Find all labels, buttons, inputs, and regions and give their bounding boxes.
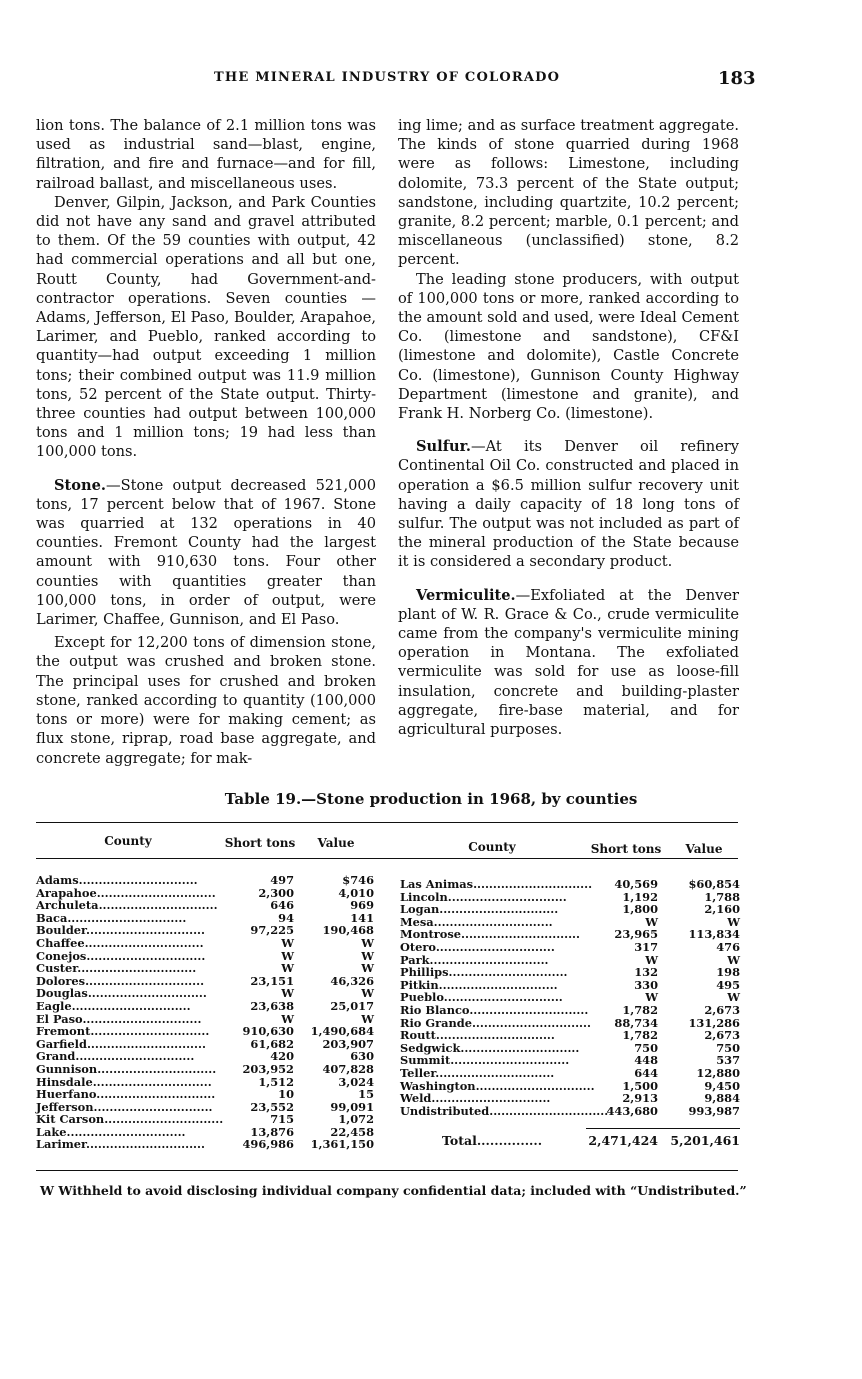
value-cell: 495 — [716, 977, 740, 992]
value-cell: 198 — [716, 965, 740, 980]
leader-dots: .............................. — [96, 1087, 216, 1102]
value-cell: 46,326 — [330, 973, 374, 988]
value-cell: 22,458 — [330, 1124, 374, 1139]
leader-dots: .............................. — [66, 1124, 186, 1139]
leader-dots: .............................. — [86, 923, 205, 938]
leader-dots: .............................. — [75, 1049, 195, 1064]
paragraph: lion tons. The balance of 2.1 million tons was used as industrial sand—blast, engine, filtration, and fire and furnace—and for fill, railroad ballast, and miscellaneous uses. — [36, 117, 376, 192]
table-title: Table 19.—Stone production in 1968, by counties — [224, 790, 638, 808]
table-bottom-rule — [36, 1170, 738, 1171]
short-tons-cell: 644 — [634, 1065, 658, 1080]
paragraph: Except for 12,200 tons of dimension stone, the output was crushed and broken stone. The principal uses for crushed and broken stone, ranked according to quantity (100,000 tons or more) were for making cement; as flux stone, riprap, road base aggregate, and concrete aggregate; for mak- — [36, 634, 376, 767]
header-value-left: Value — [317, 836, 355, 850]
value-cell: 2,673 — [704, 1002, 740, 1017]
total-label-text: Total — [442, 1133, 477, 1148]
county-name-text: Rio Blanco — [400, 1002, 470, 1017]
value-cell: 476 — [716, 939, 740, 954]
leader-dots: .............................. — [475, 1078, 595, 1093]
paragraph-text: —At its Denver oil refinery Continental Oil Co. constructed and placed in operation a $6.5 million sulfur recovery unit having a daily capacity of 18 long tons of sulfur. The output was not included as part of the mineral production of the State because it is considered a secondary product. — [398, 438, 739, 571]
short-tons-cell: 88,734 — [614, 1015, 658, 1030]
paragraph: ing lime; and as surface treatment aggregate. The kinds of stone quarried during 1968 were as follows: Limestone, including dolomite, 73.3 percent of the State output; sandstone, including quartzite, 10.2 percent; granite, 8.2 percent; marble, 0.1 percent; and miscellaneous (unclassified) stone, 8.2 percent. — [398, 117, 739, 269]
value-cell: 1,788 — [704, 889, 740, 904]
short-tons-cell: 496,986 — [242, 1137, 294, 1152]
value-cell: W — [361, 948, 374, 963]
value-cell: 99,091 — [330, 1099, 374, 1114]
value-cell: 9,450 — [704, 1078, 740, 1093]
county-name-text: Boulder — [36, 923, 87, 938]
value-cell: 969 — [350, 898, 374, 913]
value-cell: 1,072 — [338, 1112, 374, 1127]
value-cell: 993,987 — [688, 1103, 740, 1118]
leader-dots: .............................. — [439, 902, 559, 917]
county-name-text: Summit — [400, 1053, 451, 1068]
short-tons-cell: 317 — [634, 939, 658, 954]
short-tons-cell: 40,569 — [614, 877, 658, 891]
right-table-rows — [400, 878, 740, 1117]
section-heading: Vermiculite. — [416, 586, 516, 604]
short-tons-cell: 61,682 — [250, 1036, 294, 1051]
value-cell: W — [727, 914, 740, 929]
right-text-column — [398, 116, 739, 739]
leader-dots: .............................. — [435, 939, 555, 954]
county-name-text: El Paso — [36, 1011, 83, 1026]
county-name-text: Gunnison — [36, 1061, 98, 1076]
value-cell: 203,907 — [322, 1036, 374, 1051]
leader-dots: .............................. — [443, 990, 563, 1005]
short-tons-cell: 750 — [634, 1040, 658, 1055]
county-name-text: Mesa — [400, 914, 434, 929]
county-name-text: Arapahoe — [36, 885, 97, 900]
short-tons-cell: 443,680 — [606, 1103, 658, 1118]
county-name-text: Douglas — [36, 986, 88, 1001]
county-name-text: Huerfano — [36, 1087, 97, 1102]
leader-dots: .............................. — [82, 1011, 202, 1026]
leader-dots: .............................. — [86, 948, 206, 963]
leader-dots: .............................. — [90, 1024, 210, 1039]
table-footnote: W Withheld to avoid disclosing individual company confidential data; included with “Undistributed.” — [40, 1183, 747, 1198]
county-name-text: Teller — [400, 1065, 436, 1080]
value-cell: 25,017 — [330, 998, 374, 1013]
paragraph-text: —Exfoliated at the Denver plant of W. R. Grace & Co., crude vermiculite came from the company's vermiculite mining operation in Montana. The exfoliated vermiculite was sold for use as loose-fill insulation, concrete and building-plaster aggregate, fire-base material, and for agricultural purposes. — [398, 586, 739, 739]
value-cell: 15 — [358, 1087, 374, 1102]
county-name-text: Custer — [36, 961, 78, 976]
leader-dots: .............................. — [471, 1015, 591, 1030]
short-tons-cell: 2,913 — [622, 1091, 658, 1106]
short-tons-cell: W — [645, 952, 658, 967]
value-cell: 4,010 — [338, 885, 374, 900]
county-name-text: Montrose — [400, 927, 462, 942]
county-name-text: Kit Carson — [36, 1112, 105, 1127]
vermiculite-section — [398, 586, 739, 740]
leader-dots: .............................. — [431, 1091, 551, 1106]
value-cell: 190,468 — [322, 923, 374, 938]
value-cell: 1,361,150 — [310, 1137, 374, 1152]
county-name-text: Jefferson — [36, 1099, 94, 1114]
short-tons-cell: 94 — [278, 910, 294, 925]
value-cell: $60,854 — [688, 877, 740, 891]
short-tons-cell: 97,225 — [250, 923, 294, 938]
short-tons-cell: 2,300 — [258, 885, 294, 900]
short-tons-cell: W — [281, 1011, 294, 1026]
leader-dots: .............................. — [85, 973, 205, 988]
county-name-text: Rio Grande — [400, 1015, 472, 1030]
leader-dots: .............................. — [84, 935, 204, 950]
table-row — [400, 1105, 740, 1118]
value-cell: W — [361, 935, 374, 950]
leader-dots: .............................. — [92, 1074, 212, 1089]
short-tons-cell: 1,512 — [258, 1074, 294, 1089]
page-number: 183 — [718, 68, 756, 89]
short-tons-cell: W — [645, 914, 658, 929]
county-name-text: Sedgwick — [400, 1040, 461, 1055]
short-tons-cell: W — [281, 948, 294, 963]
county-name-text: Eagle — [36, 998, 72, 1013]
paragraph: The leading stone producers, with output of 100,000 tons or more, ranked according to the amount sold and used, were Ideal Cement Co. (limestone and sandstone), CF&I (limestone and dolomite), Castle Concrete Co. (limestone), Gunnison County Highway Department (limestone and granite), and Frank H. Norberg Co. (limestone). — [398, 270, 739, 423]
total-tons: 2,471,424 — [588, 1133, 658, 1148]
county-name-text: Routt — [400, 1028, 436, 1043]
county-name-text: Baca — [36, 910, 68, 925]
value-cell: 3,024 — [338, 1074, 374, 1089]
leader-dots: .............................. — [435, 1065, 555, 1080]
county-name-text: Phillips — [400, 965, 449, 980]
header-county-left: County — [104, 834, 152, 848]
value-cell: 113,834 — [688, 927, 740, 942]
left-table-rows — [36, 874, 376, 1151]
value-cell: 630 — [350, 1049, 374, 1064]
value-cell: 9,884 — [704, 1091, 740, 1106]
county-name-text: Fremont — [36, 1024, 91, 1039]
county-name-text: Las Animas — [400, 877, 474, 891]
header-county-right: County — [468, 840, 516, 854]
county-name-text: Logan — [400, 902, 440, 917]
section-heading: Sulfur. — [416, 438, 472, 456]
value-cell: W — [361, 986, 374, 1001]
leader-dots: .............................. — [78, 873, 198, 887]
county-name-text: Lake — [36, 1124, 67, 1139]
short-tons-cell: 13,876 — [250, 1124, 294, 1139]
value-cell: 2,673 — [704, 1028, 740, 1043]
value-cell: W — [361, 961, 374, 976]
leader-dots: .............................. — [98, 898, 218, 913]
paragraph: Denver, Gilpin, Jackson, and Park Counties did not have any sand and gravel attributed to them. Of the 59 counties with output, 42 had commercial operations and all but one, Routt County, had Government-and-contractor operations. Seven counties —Adams, Jefferson, El Paso, Boulder, Arapahoe, Larimer, and Pueblo, ranked according to quantity—had output exceeding 1 million tons; their combined output was 11.9 million tons, 52 percent of the State output. Thirty-three counties had output between 100,000 tons and 1 million tons; 19 had less than 100,000 tons. — [36, 193, 376, 461]
leader-dots: .............................. — [473, 877, 593, 891]
total-rule — [586, 1128, 740, 1129]
value-cell: $746 — [342, 873, 374, 887]
section-heading: Stone. — [54, 476, 106, 494]
table-row — [36, 1138, 376, 1151]
county-name — [36, 1138, 220, 1151]
leader-dots: .............................. — [71, 998, 191, 1013]
running-title: THE MINERAL INDUSTRY OF COLORADO — [214, 70, 561, 85]
short-tons-cell: 23,638 — [250, 998, 294, 1013]
stone-section — [36, 476, 376, 630]
paragraph-text: —Stone output decreased 521,000 tons, 17 percent below that of 1967. Stone was quarried at 132 operations in 40 counties. Fremont County had the largest amount with 910,630 tons. Four other counties with quantities greater than 100,000 tons, in order of output, were Larimer, Chaffee, Gunnison, and El Paso. — [36, 476, 376, 629]
header-value-right: Value — [685, 842, 723, 856]
value-cell: W — [361, 1011, 374, 1026]
short-tons-cell: 23,151 — [250, 973, 294, 988]
county-name-text: Archuleta — [36, 898, 99, 913]
county-name-text: Dolores — [36, 973, 86, 988]
value-cell: 141 — [350, 910, 374, 925]
short-tons-cell: 1,500 — [622, 1078, 658, 1093]
header-short-tons-left: Short tons — [224, 836, 296, 850]
county-name-text: Lincoln — [400, 889, 448, 904]
value-cell: 750 — [716, 1040, 740, 1055]
short-tons-cell: 23,552 — [250, 1099, 294, 1114]
short-tons-cell: 330 — [634, 977, 658, 992]
leader-dots: .............................. — [489, 1103, 609, 1118]
county-name — [400, 1103, 609, 1118]
county-name-text: Conejos — [36, 948, 87, 963]
county-name-text: Larimer — [36, 1137, 86, 1152]
short-tons-cell: 420 — [270, 1049, 294, 1064]
table-header-rule — [36, 858, 738, 859]
leader-dots: .............................. — [435, 1028, 555, 1043]
county-name-text: Garfield — [36, 1036, 87, 1051]
county-name-text: Hinsdale — [36, 1074, 93, 1089]
sulfur-section — [398, 437, 739, 571]
county-name-text: Park — [400, 952, 430, 967]
leader-dots: .............................. — [438, 977, 558, 992]
page-header — [0, 68, 862, 92]
total-value: 5,201,461 — [670, 1133, 740, 1148]
value-cell: 407,828 — [322, 1061, 374, 1076]
short-tons-cell: 1,782 — [622, 1002, 658, 1017]
value-cell: W — [727, 990, 740, 1005]
value-cell: 537 — [716, 1053, 740, 1068]
value-cell: 1,490,684 — [310, 1024, 374, 1039]
county-name-text: Washington — [400, 1078, 476, 1093]
short-tons-cell: 10 — [278, 1087, 294, 1102]
leader-dots: ............... — [476, 1133, 543, 1148]
short-tons-cell: 132 — [634, 965, 658, 980]
short-tons-cell: W — [281, 935, 294, 950]
short-tons-cell: W — [645, 990, 658, 1005]
short-tons-cell: 203,952 — [242, 1061, 294, 1076]
total-label — [400, 1133, 586, 1148]
leader-dots: .............................. — [104, 1112, 224, 1127]
leader-dots: .............................. — [461, 927, 580, 942]
leader-dots: .............................. — [87, 986, 207, 1001]
short-tons-cell: 1,192 — [622, 889, 658, 904]
leader-dots: .............................. — [97, 1061, 217, 1076]
leader-dots: .............................. — [448, 965, 568, 980]
county-name-text: Otero — [400, 939, 436, 954]
leader-dots: .............................. — [77, 961, 197, 976]
short-tons-cell: 448 — [634, 1053, 658, 1068]
total-row — [400, 1133, 740, 1148]
short-tons-cell: 1,782 — [622, 1028, 658, 1043]
short-tons-cell: W — [281, 986, 294, 1001]
county-name-text: Chaffee — [36, 935, 85, 950]
leader-dots: .............................. — [86, 1036, 206, 1051]
county-name-text: Adams — [36, 873, 79, 887]
county-name-text: Undistributed — [400, 1103, 490, 1118]
leader-dots: .............................. — [450, 1053, 570, 1068]
leader-dots: .............................. — [96, 885, 216, 900]
county-name-text: Grand — [36, 1049, 76, 1064]
short-tons-cell: 1,800 — [622, 902, 658, 917]
county-name-text: Weld — [400, 1091, 432, 1106]
table-top-rule — [36, 822, 738, 823]
county-name-text: Pitkin — [400, 977, 439, 992]
leader-dots: .............................. — [85, 1137, 205, 1152]
leader-dots: .............................. — [93, 1099, 213, 1114]
value-cell: 12,880 — [696, 1065, 740, 1080]
short-tons-cell: 715 — [270, 1112, 294, 1127]
value-cell: W — [727, 952, 740, 967]
leader-dots: .............................. — [429, 952, 549, 967]
short-tons-cell: 646 — [270, 898, 294, 913]
value-cell: 131,286 — [688, 1015, 740, 1030]
short-tons-cell: 910,630 — [242, 1024, 294, 1039]
leader-dots: .............................. — [447, 889, 567, 904]
header-short-tons-right: Short tons — [590, 842, 662, 856]
leader-dots: .............................. — [469, 1002, 589, 1017]
short-tons-cell: 23,965 — [614, 927, 658, 942]
leader-dots: .............................. — [67, 910, 187, 925]
left-text-column — [36, 116, 376, 768]
value-cell: 2,160 — [704, 902, 740, 917]
short-tons-cell: W — [281, 961, 294, 976]
short-tons-cell: 497 — [270, 873, 294, 887]
county-name-text: Pueblo — [400, 990, 444, 1005]
leader-dots: .............................. — [433, 914, 553, 929]
leader-dots: .............................. — [460, 1040, 580, 1055]
